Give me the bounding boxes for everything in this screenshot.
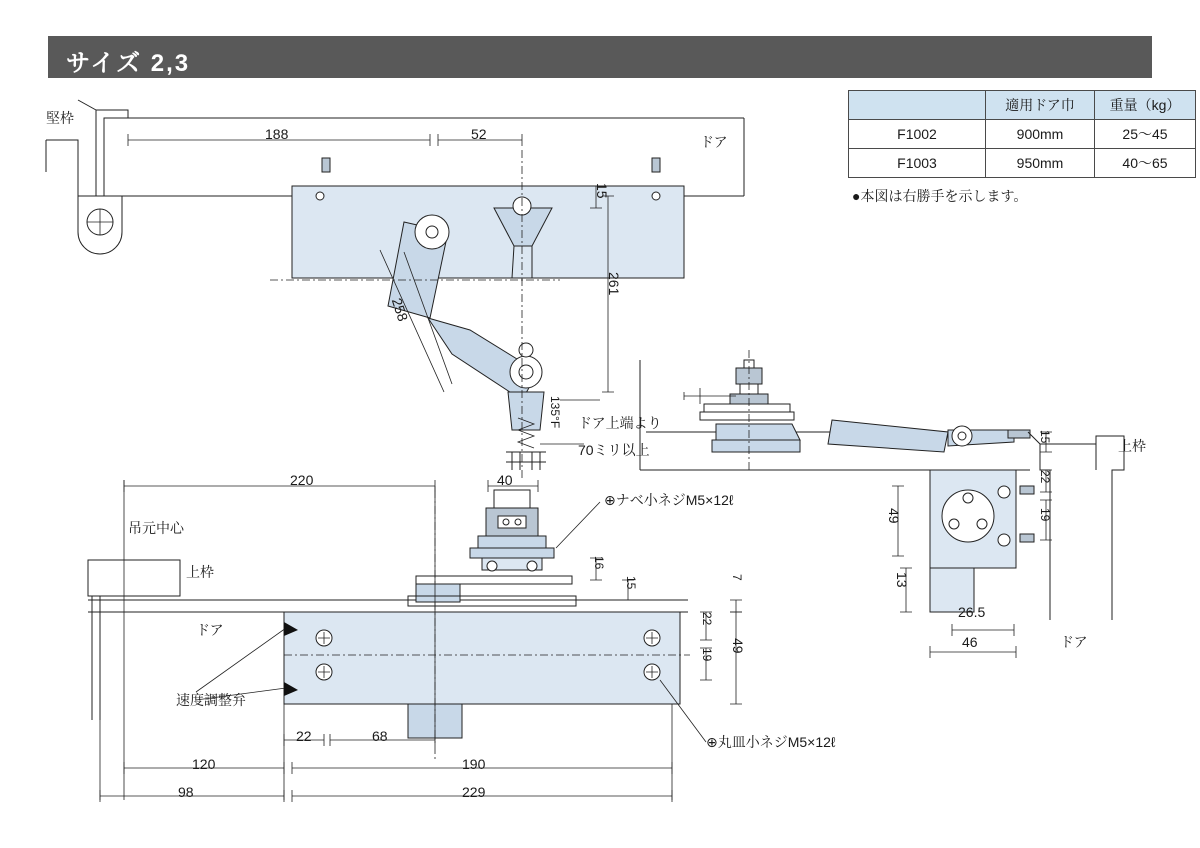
- label-hanging-center: 吊元中心: [128, 520, 184, 536]
- col-weight: 重量（kg）: [1095, 91, 1196, 120]
- dim-120: 120: [192, 756, 216, 772]
- label-upper-frame-right: 上枠: [1118, 438, 1146, 454]
- dim-220: 220: [290, 472, 314, 488]
- label-screw-pan: ⊕ナベ小ネジM5×12ℓ: [604, 492, 734, 508]
- cell-door-width: 900mm: [986, 120, 1095, 149]
- dim-229: 229: [462, 784, 486, 800]
- col-door-width: 適用ドア巾: [986, 91, 1095, 120]
- cell-weight: 25〜45: [1095, 120, 1196, 149]
- dim-40: 40: [497, 472, 513, 488]
- label-vertical-frame: 堅枠: [46, 110, 74, 126]
- dim-22-bottom: 22: [700, 612, 714, 626]
- spec-note: ●本図は右勝手を示します。: [852, 188, 1028, 204]
- label-door-right: ドア: [1060, 634, 1088, 650]
- dim-49-bottom: 49: [730, 638, 746, 654]
- label-upper-frame-bottom: 上枠: [186, 564, 214, 580]
- dim-22-right: 22: [1038, 470, 1052, 484]
- dim-13-right: 13: [894, 572, 910, 588]
- dim-19-bottom: 19: [700, 648, 714, 662]
- page-title: サイズ 2,3: [66, 50, 191, 77]
- dim-15-right: 15: [1038, 430, 1052, 444]
- dim-15-bottom: 15: [624, 576, 638, 590]
- label-clearance-2: 70ミリ以上: [578, 442, 650, 458]
- dim-98: 98: [178, 784, 194, 800]
- dim-49-right: 49: [886, 508, 902, 524]
- label-screw-flat: ⊕丸皿小ネジM5×12ℓ: [706, 734, 836, 750]
- dim-19-right: 19: [1038, 508, 1052, 522]
- cell-door-width: 950mm: [986, 149, 1095, 178]
- label-door-top: ドア: [700, 134, 728, 150]
- cell-model: F1002: [849, 120, 986, 149]
- cell-model: F1003: [849, 149, 986, 178]
- dim-68: 68: [372, 728, 388, 744]
- dim-22b: 22: [296, 728, 312, 744]
- dim-16: 16: [592, 556, 606, 570]
- dim-46: 46: [962, 634, 978, 650]
- dim-261: 261: [606, 272, 622, 296]
- dim-188: 188: [265, 126, 289, 142]
- dim-15-top: 15: [594, 183, 610, 199]
- dim-52: 52: [471, 126, 487, 142]
- label-speed-valve: 速度調整弁: [176, 692, 246, 708]
- label-angle-135f: 135°F: [548, 396, 562, 429]
- label-clearance-1: ドア上端より: [578, 415, 662, 431]
- dim-26-5: 26.5: [958, 604, 986, 620]
- label-door-bottom: ドア: [196, 622, 224, 638]
- cell-weight: 40〜65: [1095, 149, 1196, 178]
- dim-258: 258: [388, 296, 412, 324]
- dim-7: 7: [730, 574, 744, 581]
- dim-190: 190: [462, 756, 486, 772]
